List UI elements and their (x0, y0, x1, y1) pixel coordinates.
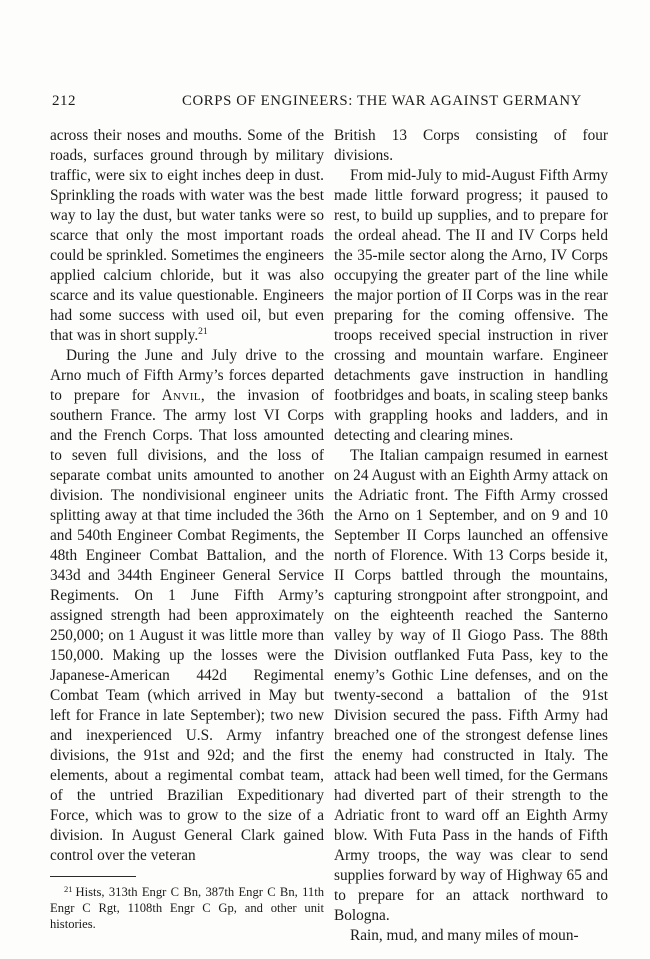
footnote-body: Hists, 313th Engr C Bn, 387th Engr C Bn, 11th Engr C Rgt, 1108th Engr C Gp, and other unit histories. (50, 885, 324, 931)
page-header (50, 93, 608, 113)
text-columns (50, 126, 608, 946)
paragraph-text: During the June and July drive to the Arno much of Fifth Army’s forces departed to prepare for (50, 347, 324, 404)
right-column (334, 126, 608, 946)
codeword-anvil: Anvil (161, 387, 201, 404)
paragraph-text: , the invasion of southern France. The army lost VI Corps and the French Corps. That loss amounted to seven full divisions, and the loss of separate combat units amounted to another division. The nondivisional engineer units splitting away at that time included the 36th and 540th Engineer Combat Regiments, the 48th Engineer Combat Battalion, and the 343d and 344th Engineer General Service Regiments. On 1 June Fifth Army’s assigned strength had been approximately 250,000; on 1 August it was little more than 150,000. Making up the losses were the Japanese-American 442d Regimental Combat Team (which arrived in May but left for France in late September); two new and inexperienced U.S. Army infantry divisions, the 91st and 92d; and the first elements, about a regimental combat team, of the untried Brazilian Expeditionary Force, which was to grow to the size of a division. In August General Clark gained control over the veteran (50, 387, 324, 864)
footnote-marker: 21 (64, 884, 73, 894)
paragraph-midjuly-pause: From mid-July to mid-August Fifth Army made little forward progress; it paused to rest, to build up supplies, and to prepare for the ordeal ahead. The II and IV Corps held the 35-mile sector along the Arno, IV Corps occupying the greater part of the line while the major portion of II Corps was in the rear preparing for the coming offensive. The troops received special instruction in river crossing and mountain warfare. Engineer detachments gave instruction in handling footbridges and boats, in scaling steep banks with grappling hooks and ladders, and in detecting and clearing mines. (334, 167, 608, 444)
paragraph-british-corps: British 13 Corps consisting of four divisions. (334, 127, 608, 164)
running-title: CORPS OF ENGINEERS: THE WAR AGAINST GERMANY (182, 93, 582, 109)
footnote (50, 876, 324, 932)
paragraph-text: across their noses and mouths. Some of the roads, surfaces ground through by military traffic, were six to eight inches deep in dust. Sprinkling the roads with water was the best way to lay the dust, but water tanks were so scarce that only the most important roads could be sprinkled. Sometimes the engineers applied calcium chloride, but it was also scarce and its value questionable. Engineers had some success with used oil, but even that was in short supply. (50, 127, 324, 344)
left-column (50, 126, 324, 946)
paragraph-anvil-losses (50, 346, 324, 866)
paragraph-campaign-resumed: The Italian campaign resumed in earnest on 24 August with an Eighth Army attack on the Adriatic front. The Fifth Army crossed the Arno on 1 September, and on 9 and 10 September II Corps launched an offensive north of Florence. With 13 Corps beside it, II Corps battled through the mountains, capturing strongpoint after strongpoint, and on the eighteenth reached the Santerno valley by way of Il Giogo Pass. The 88th Division outflanked Futa Pass, key to the enemy’s Gothic Line defenses, and on the twenty-second a battalion of the 91st Division secured the pass. Fifth Army had breached one of the strongest defense lines the enemy had constructed in Italy. The attack had been well timed, for the Germans had diverted part of their strength to the Adriatic front to ward off an Eighth Army blow. With Futa Pass in the hands of Fifth Army troops, the way was clear to send supplies forward by way of Highway 65 and to prepare for an attack northward to Bologna. (334, 447, 608, 924)
footnote-rule (50, 876, 136, 877)
footnote-text (50, 884, 324, 932)
paragraph-rain-mud: Rain, mud, and many miles of moun- (350, 927, 579, 944)
page-number: 212 (52, 93, 76, 109)
footnote-reference: 21 (198, 327, 208, 337)
paragraph-dust-roads (50, 126, 324, 346)
